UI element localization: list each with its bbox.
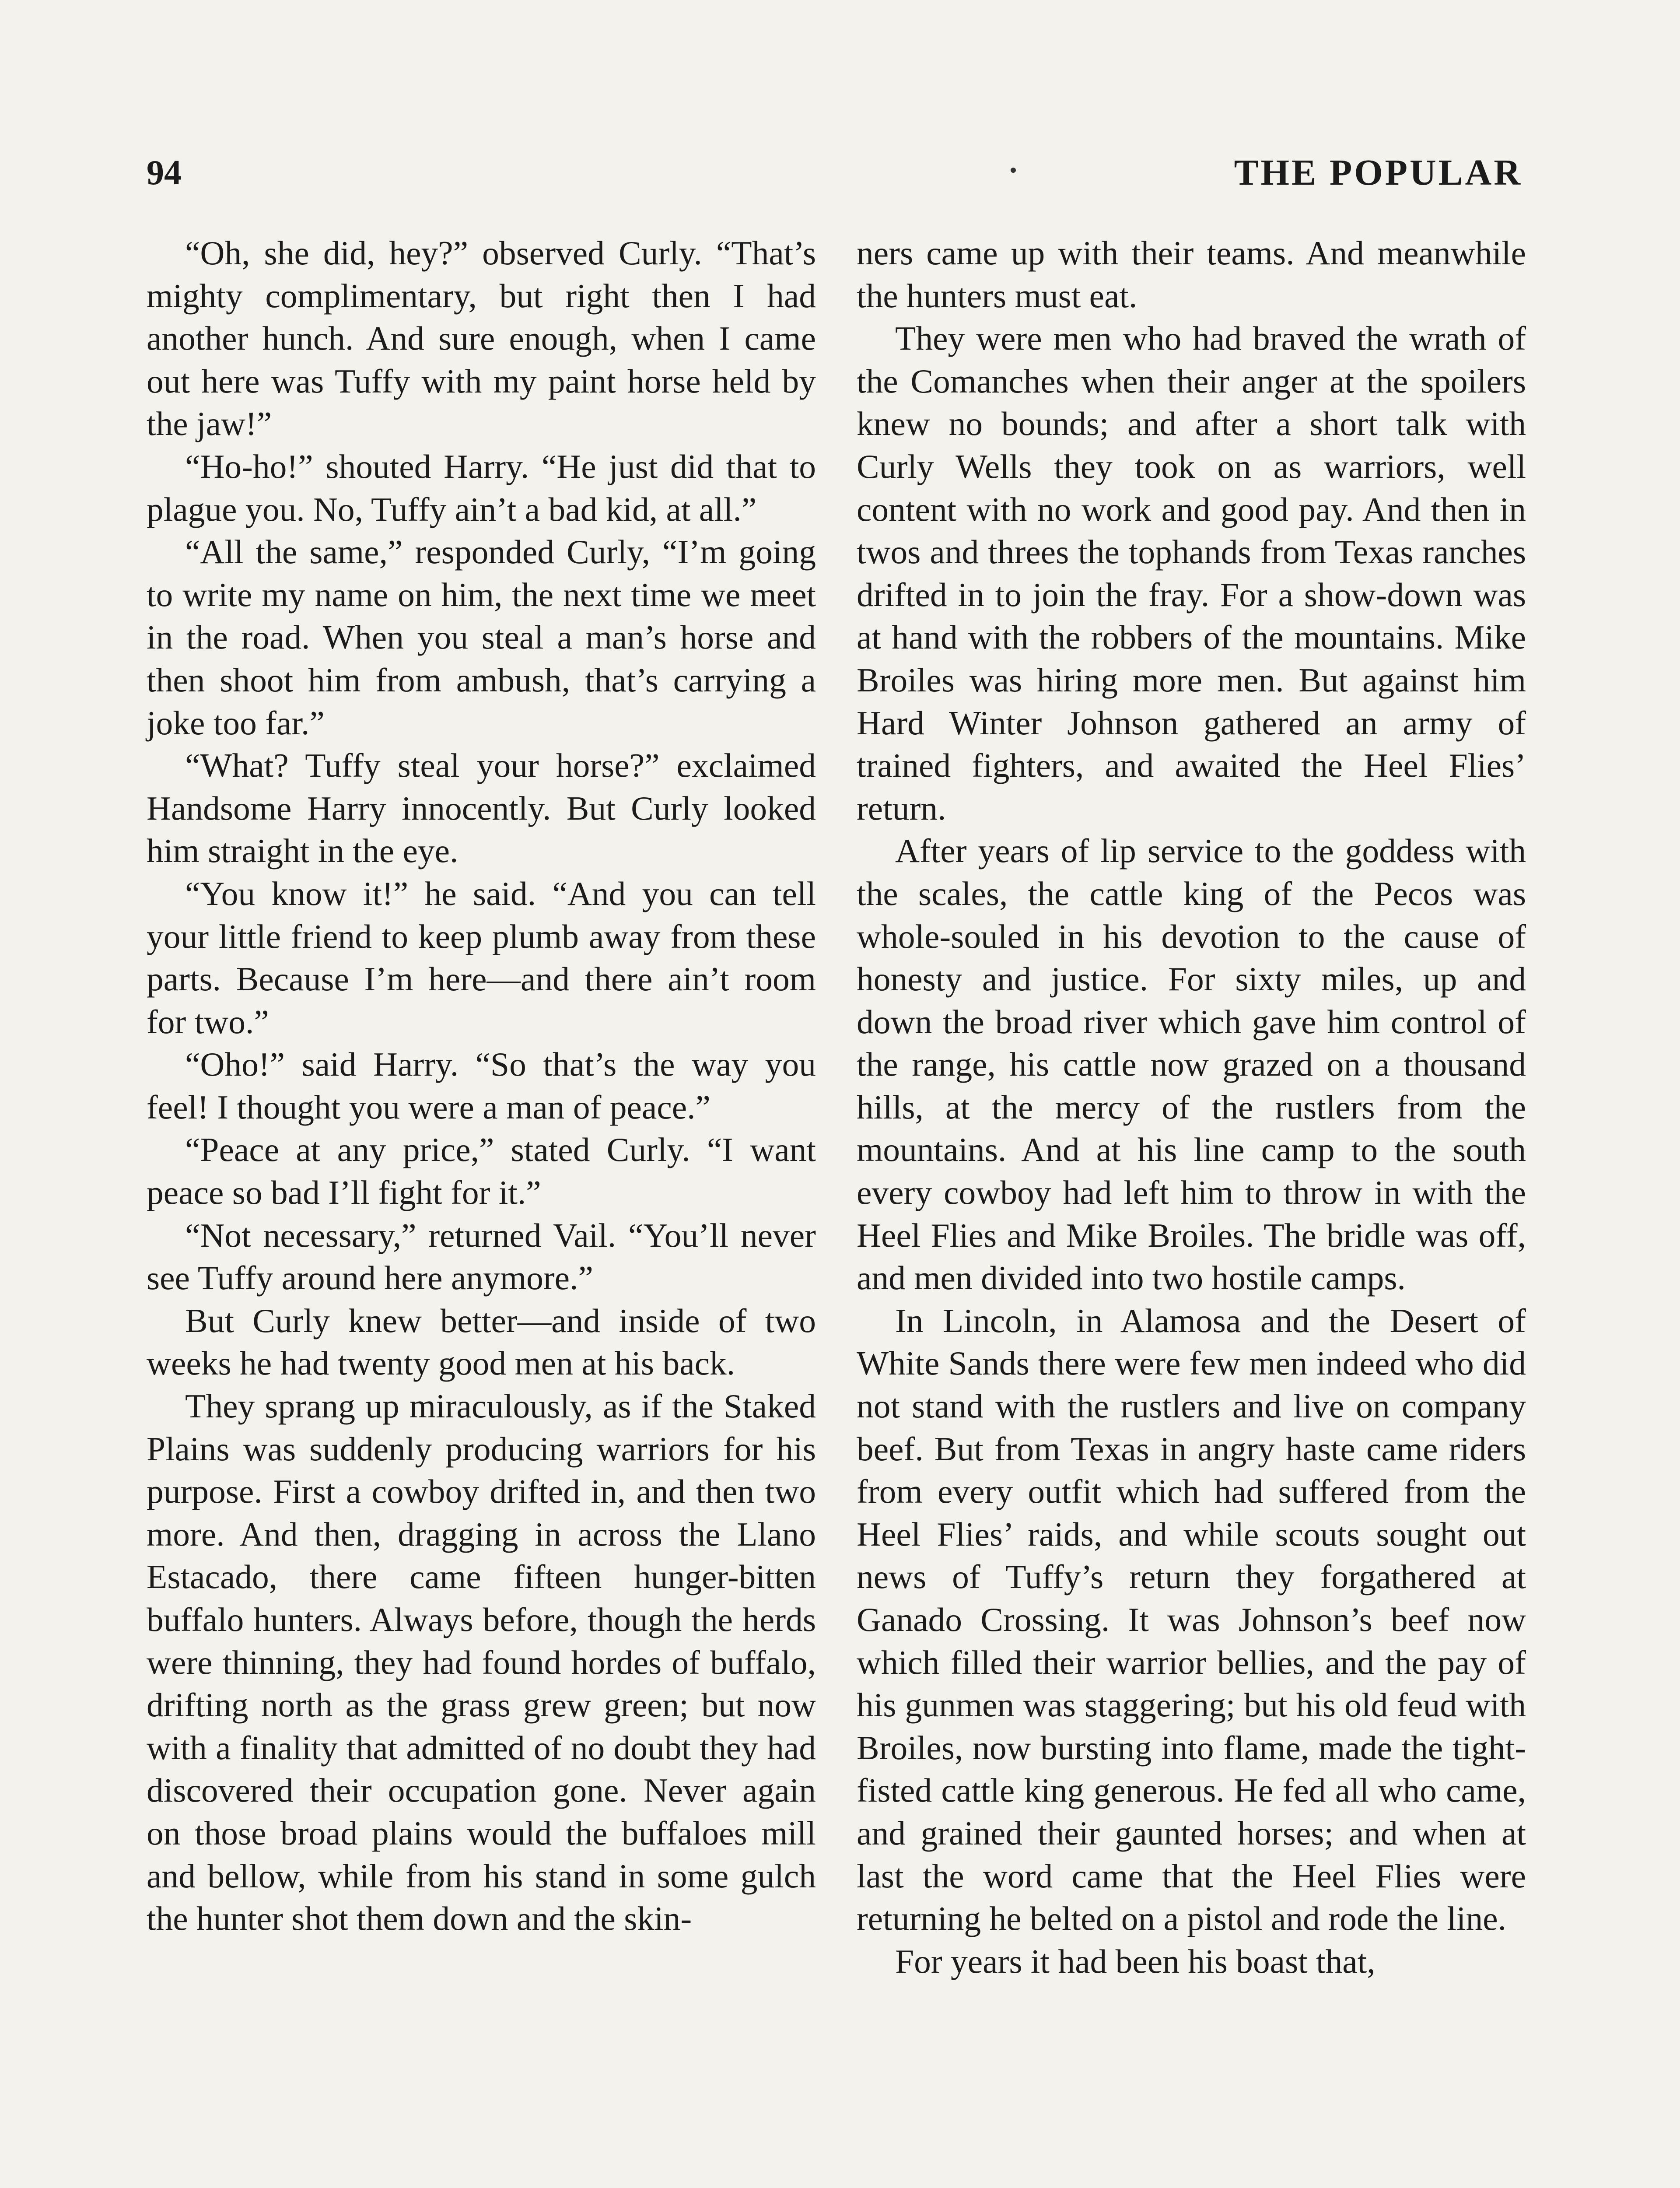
- paragraph: “All the same,” responded Curly, “I’m going to write my name on him, the next time we meet in the road. When you steal a man’s horse and then shoot him from ambush, that’s carrying a joke too far.”: [147, 533, 816, 742]
- paragraph: After years of lip service to the goddess with the scales, the cattle king of the Pecos was whole-souled in his devotion to the cause of honesty and justice. For sixty miles, up and down the broad river which gave him control of the range, his cattle now grazed on a thousand hills, at the mercy of the rustlers from the mountains. And at his line camp to the south every cowboy had left him to throw in with the Heel Flies and Mike Broiles. The bridle was off, and men divided into two hostile camps.: [857, 832, 1526, 1297]
- page-header: [147, 151, 1522, 199]
- paragraph: “What? Tuffy steal your horse?” exclaimed Handsome Harry innocently. But Curly looked him straight in the eye.: [147, 747, 816, 870]
- header-dot: [1011, 168, 1016, 173]
- paragraph: “You know it!” he said. “And you can tell your little friend to keep plumb away from these parts. Because I’m here—and there ain’t room for two.”: [147, 874, 816, 1041]
- paragraph: “Oho!” said Harry. “So that’s the way you feel! I thought you were a man of peace.”: [147, 1045, 816, 1126]
- paragraph: “Peace at any price,” stated Curly. “I want peace so bad I’ll fight for it.”: [147, 1131, 816, 1212]
- paragraph: They sprang up miraculously, as if the Staked Plains was suddenly producing warriors for his purpose. First a cowboy drifted in, and then two more. And then, dragging in across the Llano Estacado, there came fifteen hunger-bitten buffalo hunters. Always before, though the herds were thinning, they had found hordes of buffalo, drifting north as the grass grew green; but now with a finality that admitted of no doubt they had discovered their occupation gone. Never again on those broad plains would the buffaloes mill and bellow, while from his stand in some gulch the hunter shot them down and the skin-: [147, 1387, 816, 1938]
- page-number: 94: [147, 154, 182, 192]
- right-column: [857, 232, 1526, 1983]
- paragraph: In Lincoln, in Alamosa and the Desert of White Sands there were few men indeed who did not stand with the rustlers and live on company beef. But from Texas in angry haste came riders from every outfit which had suffered from the Heel Flies’ raids, and while scouts sought out news of Tuffy’s return they forgathered at Ganado Crossing. It was Johnson’s beef now which filled their warrior bellies, and the pay of his gunmen was staggering; but his old feud with Broiles, now bursting into flame, made the tight-fisted cattle king generous. He fed all who came, and grained their gaunted horses; and when at last the word came that the Heel Flies were returning he belted on a pistol and rode the line.: [857, 1301, 1526, 1938]
- paragraph: “Ho-ho!” shouted Harry. “He just did that to plague you. No, Tuffy ain’t a bad kid, at all.”: [147, 447, 816, 528]
- paragraph: “Oh, she did, hey?” observed Curly. “That’s mighty complimentary, but right then I had another hunch. And sure enough, when I came out here was Tuffy with my paint horse held by the jaw!”: [147, 234, 816, 443]
- paragraph: But Curly knew better—and inside of two weeks he had twenty good men at his back.: [147, 1301, 816, 1382]
- continued-paragraph: ners came up with their teams. And meanwhile the hunters must eat.: [857, 234, 1526, 315]
- paragraph: They were men who had braved the wrath of the Comanches when their anger at the spoilers knew no bounds; and after a short talk with Curly Wells they took on as warriors, well content with no work and good pay. And then in twos and threes the tophands from Texas ranches drifted in to join the fray. For a show-down was at hand with the robbers of the mountains. Mike Broiles was hiring more men. But against him Hard Winter Johnson gathered an army of trained fighters, and awaited the Heel Flies’ return.: [857, 319, 1526, 827]
- paragraph: “Not necessary,” returned Vail. “You’ll never see Tuffy around here anymore.”: [147, 1216, 816, 1297]
- running-head: THE POPULAR: [1234, 152, 1522, 193]
- left-column: [147, 232, 816, 1940]
- paragraph: For years it had been his boast that,: [895, 1942, 1376, 1980]
